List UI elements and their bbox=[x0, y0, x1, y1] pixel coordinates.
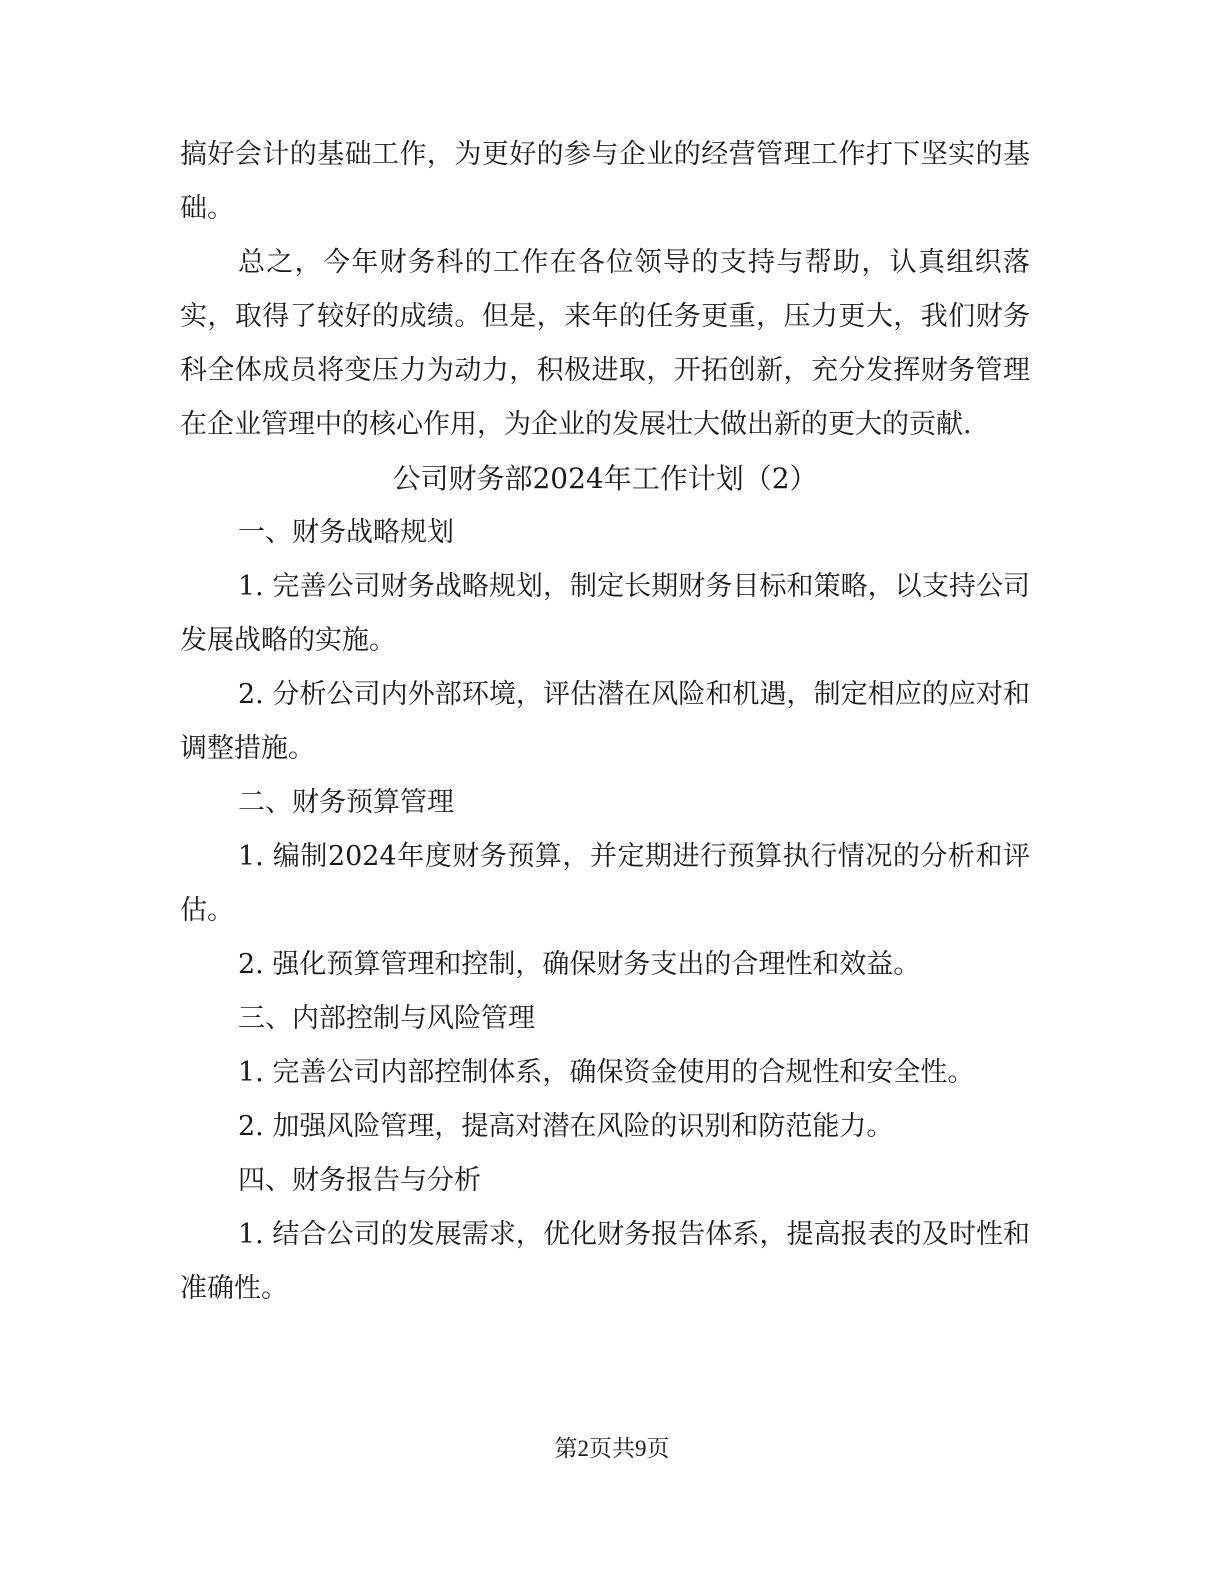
section-heading-budget: 二、财务预算管理 bbox=[238, 787, 454, 818]
list-item: 2. 加强风险管理，提高对潜在风险的识别和防范能力。 bbox=[238, 1111, 894, 1142]
list-item: 1. 结合公司的发展需求，优化财务报告体系，提高报表的及时性和准确性。 bbox=[180, 1219, 1030, 1304]
list-item: 1. 完善公司内部控制体系，确保资金使用的合规性和安全性。 bbox=[238, 1057, 975, 1088]
summary-paragraph: 总之，今年财务科的工作在各位领导的支持与帮助，认真组织落实，取得了较好的成绩。但是，来年的任务更重，压力更大，我们财务科全体成员将变压力为动力，积极进取，开拓创新，充分发挥财务管理在企业管理中的核心作用，为企业的发展壮大做出新的更大的贡献. bbox=[180, 247, 1030, 440]
page-number: 第2页共9页 bbox=[554, 1436, 670, 1461]
list-item: 2. 强化预算管理和控制，确保财务支出的合理性和效益。 bbox=[238, 949, 921, 980]
section-heading-risk: 三、内部控制与风险管理 bbox=[238, 1003, 535, 1034]
section-title: 公司财务部2024年工作计划（2） bbox=[392, 462, 818, 495]
document-body bbox=[180, 128, 1030, 1316]
list-item: 1. 编制2024年度财务预算，并定期进行预算执行情况的分析和评估。 bbox=[180, 841, 1030, 926]
section-heading-reporting: 四、财务报告与分析 bbox=[238, 1165, 481, 1196]
list-item: 2. 分析公司内外部环境，评估潜在风险和机遇，制定相应的应对和调整措施。 bbox=[180, 679, 1030, 764]
list-item: 1. 完善公司财务战略规划，制定长期财务目标和策略，以支持公司发展战略的实施。 bbox=[180, 571, 1030, 656]
section-heading-strategy: 一、财务战略规划 bbox=[238, 517, 454, 548]
continuation-paragraph: 搞好会计的基础工作，为更好的参与企业的经营管理工作打下坚实的基础。 bbox=[180, 139, 1030, 224]
